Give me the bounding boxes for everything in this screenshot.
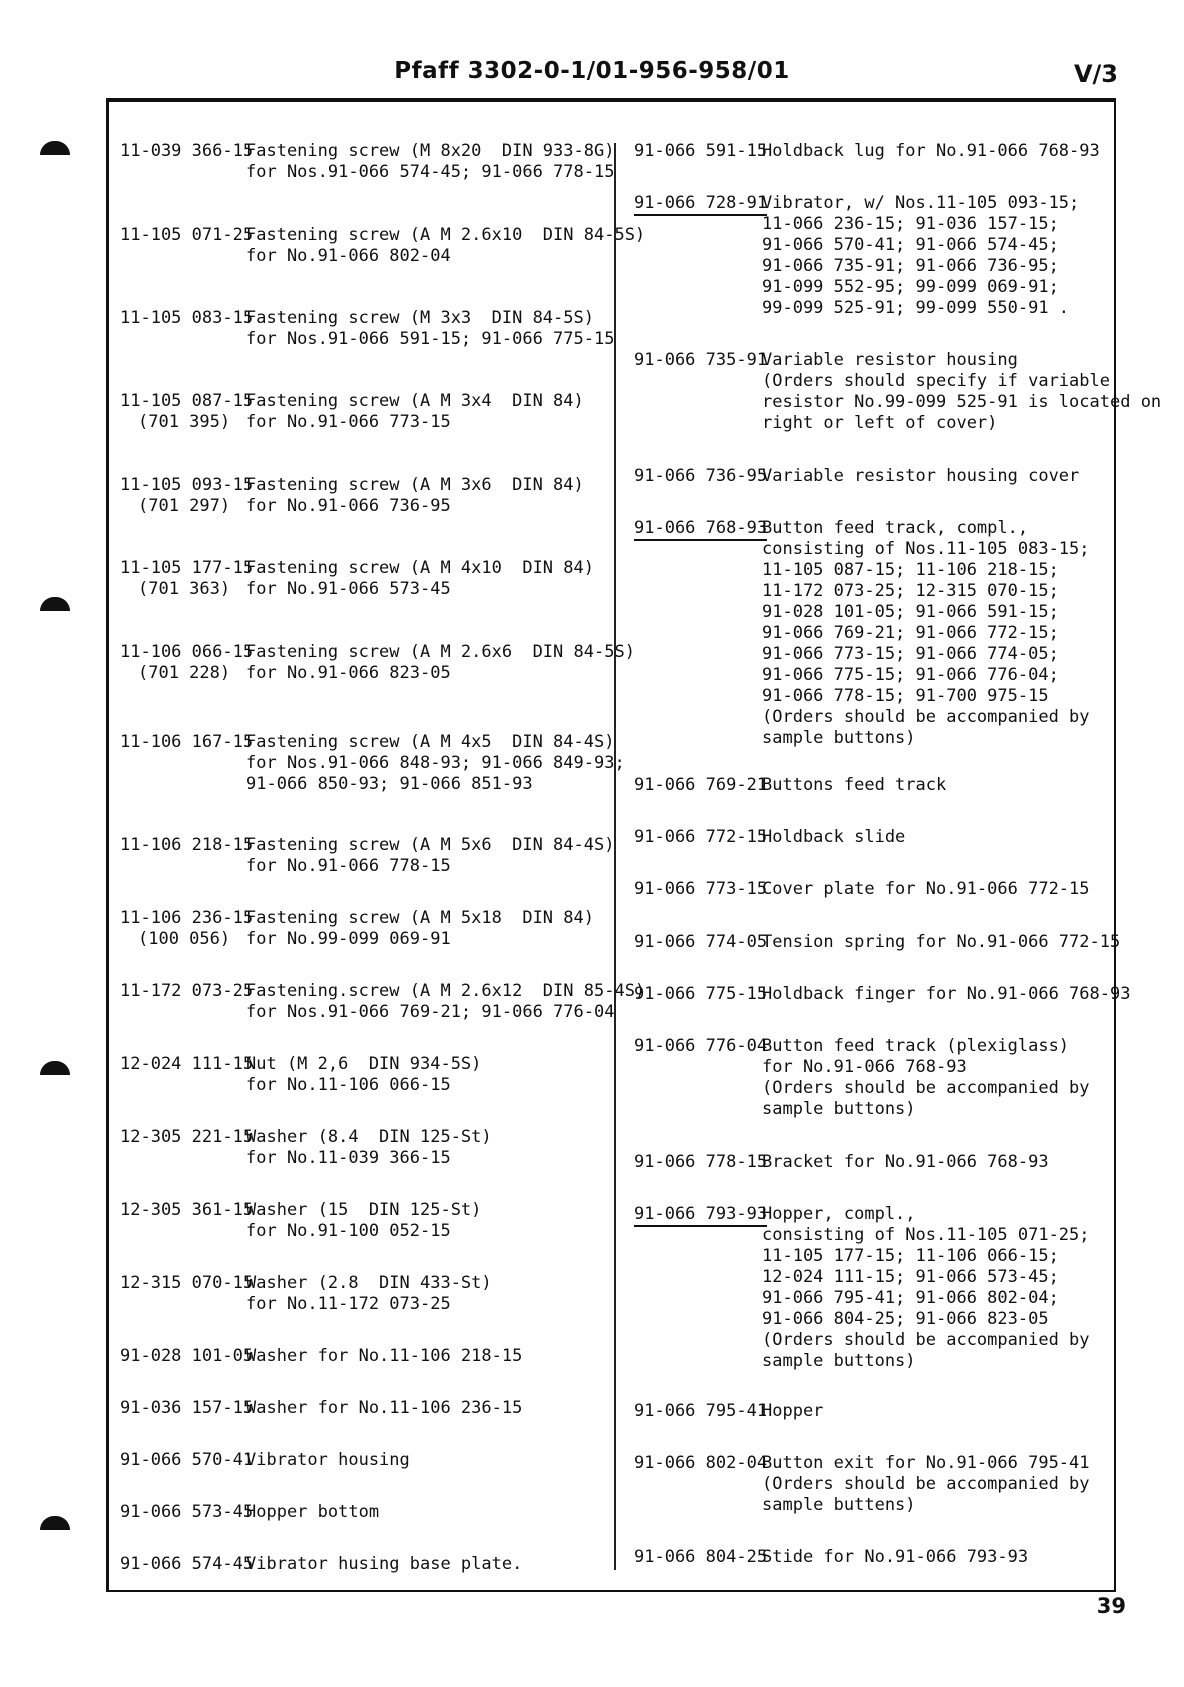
description-line: Hopper — [762, 1401, 824, 1421]
part-description — [762, 827, 905, 848]
part-number-text: 91-066 773-15 — [634, 879, 768, 899]
part-description — [246, 308, 614, 350]
description-line: Washer (15 DIN 125-St) — [246, 1200, 482, 1220]
part-description — [246, 908, 594, 950]
description-line: 12-024 111-15; 91-066 573-45; — [762, 1267, 1059, 1287]
description-line: 11-172 073-25; 12-315 070-15; — [762, 581, 1059, 601]
alternate-number: (701 297) — [138, 496, 231, 516]
description-line: Fastening screw (A M 2.6x6 DIN 84-5S) — [246, 642, 635, 662]
part-number-text: 91-066 574-45 — [120, 1554, 254, 1574]
part-description — [762, 1204, 1090, 1372]
description-line: Holdback slide — [762, 827, 906, 847]
description-line: Buttons feed track — [762, 775, 947, 795]
part-number — [120, 1554, 253, 1575]
part-description — [246, 1273, 492, 1315]
part-number — [120, 1127, 253, 1148]
description-line: Fastening.screw (A M 2.6x12 DIN 85-4S) — [246, 981, 646, 1001]
part-description — [762, 984, 1130, 1005]
description-line: Button exit for No.91-066 795-41 — [762, 1453, 1090, 1473]
description-line: for No.11-039 366-15 — [246, 1148, 451, 1168]
part-number-text: 11-105 083-15 — [120, 308, 254, 328]
description-line: for No.11-106 066-15 — [246, 1075, 451, 1095]
part-description — [246, 225, 645, 267]
description-line: for No.91-066 736-95 — [246, 496, 451, 516]
part-number — [120, 391, 253, 412]
part-number-text: 91-066 793-93 — [634, 1204, 767, 1227]
part-number-text: 11-105 071-25 — [120, 225, 254, 245]
description-line: Fastening screw (M 3x3 DIN 84-5S) — [246, 308, 594, 328]
description-line: Vibrator housing — [246, 1450, 410, 1470]
description-line: for No.91-066 823-05 — [246, 663, 451, 683]
description-line: for Nos.91-066 848-93; 91-066 849-93; — [246, 753, 625, 773]
alternate-number: (701 228) — [138, 663, 231, 683]
description-line: Nut (M 2,6 DIN 934-5S) — [246, 1054, 482, 1074]
description-line: sample buttons) — [762, 728, 916, 748]
description-line: Washer (8.4 DIN 125-St) — [246, 1127, 492, 1147]
part-number — [120, 1450, 253, 1471]
part-description — [762, 775, 946, 796]
part-number-text: 91-036 157-15 — [120, 1398, 254, 1418]
part-number — [120, 225, 253, 246]
part-description — [246, 1054, 481, 1096]
description-line: for No.91-066 773-15 — [246, 412, 451, 432]
part-number-text: 91-066 735-91 — [634, 350, 768, 370]
binder-hole-mark — [40, 597, 70, 611]
part-description — [246, 732, 625, 795]
description-line: Holdback lug for No.91-066 768-93 — [762, 141, 1100, 161]
description-line: Vibrator, w/ Nos.11-105 093-15; — [762, 193, 1080, 213]
description-line: Fastening screw (A M 4x5 DIN 84-4S) — [246, 732, 615, 752]
description-line: Variable resistor housing — [762, 350, 1018, 370]
part-description — [246, 835, 614, 877]
part-number — [634, 1547, 767, 1568]
part-description — [246, 558, 594, 600]
part-description — [762, 1453, 1090, 1516]
description-line: Fastening screw (A M 3x4 DIN 84) — [246, 391, 584, 411]
part-number — [120, 308, 253, 329]
part-number-text: 91-066 775-15 — [634, 984, 768, 1004]
description-line: Vibrator husing base plate. — [246, 1554, 523, 1574]
description-line: 91-066 850-93; 91-066 851-93 — [246, 774, 533, 794]
description-line: Tension spring for No.91-066 772-15 — [762, 932, 1121, 952]
description-line: for No.91-066 802-04 — [246, 246, 451, 266]
part-number — [120, 835, 253, 856]
part-description — [246, 475, 584, 517]
description-line: 91-066 570-41; 91-066 574-45; — [762, 235, 1059, 255]
part-number-text: 91-066 772-15 — [634, 827, 768, 847]
description-line: 91-066 804-25; 91-066 823-05 — [762, 1309, 1049, 1329]
part-number — [120, 1346, 253, 1367]
description-line: sample buttons) — [762, 1099, 916, 1119]
part-description — [246, 981, 645, 1023]
description-line: 11-105 177-15; 11-106 066-15; — [762, 1246, 1059, 1266]
description-line: 11-066 236-15; 91-036 157-15; — [762, 214, 1059, 234]
description-line: (Orders should be accompanied by — [762, 1474, 1090, 1494]
part-number-text: 91-066 802-04 — [634, 1453, 768, 1473]
section-number: V/3 — [1073, 60, 1118, 88]
part-number-text: 91-066 774-05 — [634, 932, 768, 952]
description-line: Washer (2.8 DIN 433-St) — [246, 1273, 492, 1293]
part-number — [120, 558, 253, 579]
part-description — [762, 193, 1079, 319]
description-line: for No.91-100 052-15 — [246, 1221, 451, 1241]
description-line: Fastening screw (A M 4x10 DIN 84) — [246, 558, 594, 578]
description-line: 91-028 101-05; 91-066 591-15; — [762, 602, 1059, 622]
part-description — [246, 141, 614, 183]
description-line: (Orders should be accompanied by — [762, 1330, 1090, 1350]
part-description — [246, 1200, 481, 1242]
description-line: for Nos.91-066 591-15; 91-066 775-15 — [246, 329, 615, 349]
description-line: 91-066 769-21; 91-066 772-15; — [762, 623, 1059, 643]
description-line: consisting of Nos.11-105 071-25; — [762, 1225, 1090, 1245]
part-number-text: 11-105 177-15 — [120, 558, 254, 578]
part-description — [762, 932, 1120, 953]
part-number-text: 91-066 768-93 — [634, 518, 767, 541]
part-description — [762, 1547, 1028, 1568]
description-line: for No.99-099 069-91 — [246, 929, 451, 949]
part-number — [120, 1054, 253, 1075]
part-number — [120, 1273, 253, 1294]
description-line: 91-066 778-15; 91-700 975-15 — [762, 686, 1049, 706]
description-line: Button feed track, compl., — [762, 518, 1029, 538]
alternate-number: (100 056) — [138, 929, 231, 949]
part-number-text: 12-024 111-15 — [120, 1054, 254, 1074]
part-number — [634, 1152, 767, 1173]
part-number-text: 12-305 221-15 — [120, 1127, 254, 1147]
part-number — [634, 984, 767, 1005]
part-number — [634, 827, 767, 848]
description-line: for No.91-066 768-93 — [762, 1057, 967, 1077]
part-number-text: 91-028 101-05 — [120, 1346, 254, 1366]
description-line: Hopper, compl., — [762, 1204, 916, 1224]
alternate-number: (701 363) — [138, 579, 231, 599]
description-line: for No.91-066 573-45 — [246, 579, 451, 599]
part-number-text: 91-066 776-04 — [634, 1036, 768, 1056]
part-description — [762, 518, 1090, 749]
part-number-text: 12-315 070-15 — [120, 1273, 254, 1293]
description-line: Fastening screw (A M 3x6 DIN 84) — [246, 475, 584, 495]
part-number-text: 91-066 573-45 — [120, 1502, 254, 1522]
description-line: consisting of Nos.11-105 083-15; — [762, 539, 1090, 559]
part-number — [634, 141, 767, 162]
part-number — [634, 1204, 767, 1225]
description-line: Bracket for No.91-066 768-93 — [762, 1152, 1049, 1172]
description-line: Fastening screw (A M 5x6 DIN 84-4S) — [246, 835, 615, 855]
part-number — [120, 1502, 253, 1523]
description-line: for Nos.91-066 769-21; 91-066 776-04 — [246, 1002, 615, 1022]
binder-hole-mark — [40, 141, 70, 155]
part-number — [120, 141, 253, 162]
part-description — [246, 1450, 410, 1471]
description-line: 11-105 087-15; 11-106 218-15; — [762, 560, 1059, 580]
part-number-text: 91-066 591-15 — [634, 141, 768, 161]
part-number — [634, 350, 767, 371]
part-description — [246, 391, 584, 433]
part-number-text: 11-105 087-15 — [120, 391, 254, 411]
part-description — [762, 1036, 1090, 1120]
description-line: (Orders should be accompanied by — [762, 1078, 1090, 1098]
part-number-text: 91-066 570-41 — [120, 1450, 254, 1470]
description-line: sample buttons) — [762, 1351, 916, 1371]
part-number — [120, 1398, 253, 1419]
part-number — [120, 732, 253, 753]
part-number — [120, 475, 253, 496]
description-line: (Orders should be accompanied by — [762, 707, 1090, 727]
part-number-text: 91-066 778-15 — [634, 1152, 768, 1172]
description-line: (Orders should specify if variable — [762, 371, 1110, 391]
part-number — [634, 879, 767, 900]
part-number — [634, 518, 767, 539]
description-line: right or left of cover) — [762, 413, 998, 433]
part-number — [120, 1200, 253, 1221]
part-description — [762, 141, 1100, 162]
description-line: Holdback finger for No.91-066 768-93 — [762, 984, 1131, 1004]
part-description — [246, 1346, 522, 1367]
description-line: for No.91-066 778-15 — [246, 856, 451, 876]
description-line: resistor No.99-099 525-91 is located on — [762, 392, 1162, 412]
description-line: 91-066 795-41; 91-066 802-04; — [762, 1288, 1059, 1308]
part-description — [762, 879, 1090, 900]
description-line: Fastening screw (M 8x20 DIN 933-8G) — [246, 141, 615, 161]
part-description — [246, 1398, 522, 1419]
part-number-text: 91-066 769-21 — [634, 775, 768, 795]
part-description — [246, 1502, 379, 1523]
description-line: Fastening screw (A M 5x18 DIN 84) — [246, 908, 594, 928]
description-line: 99-099 525-91; 99-099 550-91 . — [762, 298, 1070, 318]
part-number-text: 11-172 073-25 — [120, 981, 254, 1001]
part-number-text: 91-066 736-95 — [634, 466, 768, 486]
description-line: 91-066 775-15; 91-066 776-04; — [762, 665, 1059, 685]
part-number — [120, 642, 253, 663]
part-description — [762, 1401, 823, 1422]
description-line: for Nos.91-066 574-45; 91-066 778-15 — [246, 162, 615, 182]
description-line: Fastening screw (A M 2.6x10 DIN 84-5S) — [246, 225, 646, 245]
description-line: 91-066 735-91; 91-066 736-95; — [762, 256, 1059, 276]
part-description — [246, 1127, 492, 1169]
part-number-text: 91-066 728-91 — [634, 193, 767, 216]
binder-hole-mark — [40, 1516, 70, 1530]
description-line: Washer for No.11-106 236-15 — [246, 1398, 523, 1418]
description-line: Stide for No.91-066 793-93 — [762, 1547, 1029, 1567]
part-number — [120, 908, 253, 929]
description-line: Washer for No.11-106 218-15 — [246, 1346, 523, 1366]
part-number — [634, 1453, 767, 1474]
part-description — [246, 1554, 522, 1575]
alternate-number: (701 395) — [138, 412, 231, 432]
part-number — [634, 193, 767, 214]
description-line: Variable resistor housing cover — [762, 466, 1080, 486]
document-title: Pfaff 3302-0-1/01-956-958/01 — [394, 58, 790, 84]
part-number-text: 91-066 795-41 — [634, 1401, 768, 1421]
part-description — [762, 1152, 1049, 1173]
description-line: Hopper bottom — [246, 1502, 380, 1522]
description-line: Button feed track (plexiglass) — [762, 1036, 1070, 1056]
part-number-text: 11-039 366-15 — [120, 141, 254, 161]
part-number-text: 11-106 218-15 — [120, 835, 254, 855]
part-number — [634, 466, 767, 487]
part-number-text: 11-106 167-15 — [120, 732, 254, 752]
page-number: 39 — [1096, 1594, 1126, 1618]
part-number — [634, 1401, 767, 1422]
part-description — [762, 350, 1161, 434]
part-number — [120, 981, 253, 1002]
part-number-text: 11-106 236-15 — [120, 908, 254, 928]
part-number — [634, 932, 767, 953]
part-description — [762, 466, 1079, 487]
part-number-text: 91-066 804-25 — [634, 1547, 768, 1567]
part-number — [634, 1036, 767, 1057]
description-line: sample buttens) — [762, 1495, 916, 1515]
description-line: 91-099 552-95; 99-099 069-91; — [762, 277, 1059, 297]
part-number-text: 12-305 361-15 — [120, 1200, 254, 1220]
description-line: for No.11-172 073-25 — [246, 1294, 451, 1314]
description-line: 91-066 773-15; 91-066 774-05; — [762, 644, 1059, 664]
part-number-text: 11-105 093-15 — [120, 475, 254, 495]
description-line: Cover plate for No.91-066 772-15 — [762, 879, 1090, 899]
part-number-text: 11-106 066-15 — [120, 642, 254, 662]
part-number — [634, 775, 767, 796]
binder-hole-mark — [40, 1061, 70, 1075]
part-description — [246, 642, 635, 684]
